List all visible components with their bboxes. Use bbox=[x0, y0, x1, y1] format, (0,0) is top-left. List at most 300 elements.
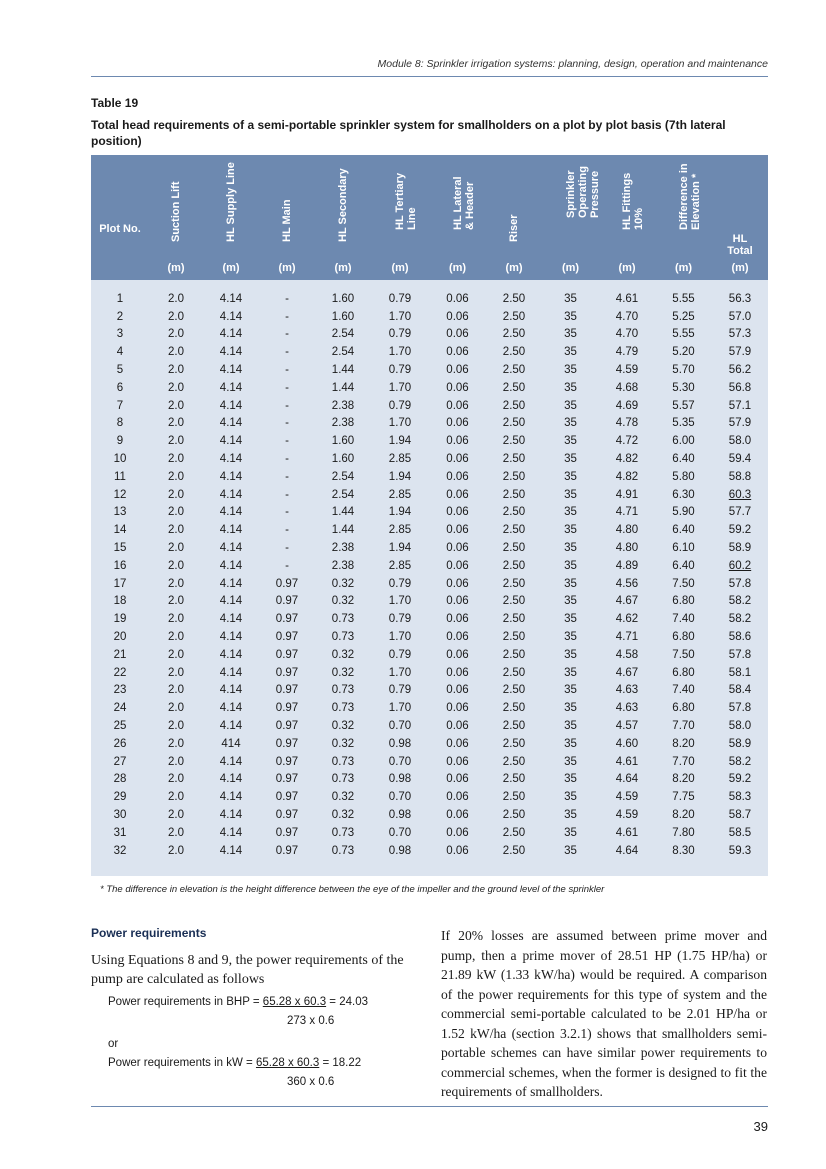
table-row bbox=[91, 575, 768, 593]
table-cell: 0.70 bbox=[388, 720, 412, 733]
table-cell: - bbox=[285, 453, 289, 466]
table-cell: 12 bbox=[113, 488, 127, 501]
table-cell: 0.79 bbox=[388, 613, 412, 626]
equation-kw bbox=[108, 1057, 361, 1069]
table-cell: 0.73 bbox=[331, 773, 355, 786]
table-cell: 6.30 bbox=[672, 488, 695, 501]
table-cell: 2.50 bbox=[502, 720, 526, 733]
table-row bbox=[91, 397, 768, 415]
table-cell: 2.0 bbox=[168, 542, 184, 555]
table-cell: 31 bbox=[113, 826, 127, 839]
table-cell: 57.3 bbox=[728, 328, 752, 341]
table-cell: 4.63 bbox=[615, 702, 639, 715]
table-cell: 18 bbox=[113, 595, 127, 608]
column-header-5 bbox=[371, 155, 429, 280]
column-header-label: Sprinkler Operating Pressure bbox=[564, 166, 601, 218]
table-cell: 4.62 bbox=[615, 613, 639, 626]
table-cell: - bbox=[285, 506, 289, 519]
column-header-label: Difference in Elevation * bbox=[677, 163, 702, 230]
table-cell: 2.54 bbox=[331, 328, 355, 341]
table-cell: 2.0 bbox=[168, 613, 184, 626]
table-cell: 0.06 bbox=[446, 826, 469, 839]
table-cell: 6.00 bbox=[672, 435, 695, 448]
table-cell: 0.79 bbox=[388, 684, 412, 697]
table-cell: 4.60 bbox=[615, 737, 639, 750]
table-cell: 4.80 bbox=[615, 524, 639, 537]
column-header-label: HL Main bbox=[281, 199, 293, 242]
table-cell: 4.61 bbox=[615, 755, 639, 768]
column-header-unit: (m) bbox=[561, 262, 580, 274]
column-header-label: Riser bbox=[508, 214, 520, 242]
table-row bbox=[91, 788, 768, 806]
table-cell: 2.50 bbox=[502, 666, 526, 679]
equation-kw-denominator: 360 x 0.6 bbox=[287, 1076, 335, 1088]
table-cell: 1.60 bbox=[331, 292, 355, 305]
table-cell: 2.0 bbox=[168, 631, 184, 644]
table-cell: 35 bbox=[564, 577, 577, 590]
table-cell: 4.59 bbox=[615, 809, 639, 821]
table-cell: 2.0 bbox=[168, 702, 184, 715]
table-cell: 4.14 bbox=[219, 684, 243, 697]
table-cell: 0.06 bbox=[446, 364, 469, 377]
table-cell: 58.9 bbox=[728, 542, 752, 555]
table-cell: 5.25 bbox=[672, 310, 695, 323]
table-cell: 0.70 bbox=[388, 826, 412, 839]
table-cell: 0.06 bbox=[446, 488, 469, 501]
table-cell: 4.14 bbox=[219, 648, 243, 661]
table-cell: 6.80 bbox=[672, 702, 695, 715]
table-cell: 29 bbox=[113, 791, 127, 804]
table-cell: 2.0 bbox=[168, 292, 184, 305]
table-cell: 0.97 bbox=[275, 631, 299, 644]
column-header-unit: (m) bbox=[334, 262, 352, 274]
table-cell: 35 bbox=[564, 417, 577, 430]
table-cell: 35 bbox=[564, 595, 577, 608]
table-cell: 23 bbox=[113, 684, 127, 697]
table-cell: 57.9 bbox=[728, 417, 752, 430]
table-cell: 2.0 bbox=[168, 684, 184, 697]
table-cell: 4.82 bbox=[615, 453, 639, 466]
column-header-label: Plot No. bbox=[99, 223, 141, 235]
table-row bbox=[91, 379, 768, 397]
table-row bbox=[91, 432, 768, 450]
section-heading: Power requirements bbox=[91, 926, 207, 940]
table-cell: 6.80 bbox=[672, 631, 695, 644]
table-row bbox=[91, 280, 768, 308]
table-cell: 30 bbox=[113, 809, 127, 821]
table-cell: 4.14 bbox=[219, 524, 243, 537]
table-cell: 2.50 bbox=[502, 755, 526, 768]
table-cell: 0.97 bbox=[275, 737, 299, 750]
table-cell: 4.14 bbox=[219, 417, 243, 430]
table-cell: - bbox=[285, 292, 289, 305]
table-cell: 7.40 bbox=[672, 613, 695, 626]
table-cell: 4.80 bbox=[615, 542, 639, 555]
table-cell: 6.40 bbox=[672, 453, 695, 466]
table-cell: 414 bbox=[221, 737, 241, 750]
table-cell: 4.14 bbox=[219, 755, 243, 768]
comparison-paragraph: If 20% losses are assumed between prime mover and pump, then a prime mover of 28.51 HP (1.75 HP/ha) or 21.89 kW (1.33 kW/ha) would be required. A comparison of the power requirements for this type of system and the commercial semi-portable calculated to be 2.01 HP/ha or 1.52 kW/ha (section 3.2.1) shows that smallholders semi-portable schemes can have similar power requirements to commercial schemes, when the former is designed to fit the requirements of smallholders. bbox=[441, 928, 767, 1099]
table-cell: 7.70 bbox=[672, 755, 695, 768]
table-cell: 1.94 bbox=[388, 435, 412, 448]
table-cell: 4.14 bbox=[219, 577, 243, 590]
table-row bbox=[91, 717, 768, 735]
table-cell: 0.97 bbox=[275, 684, 299, 697]
table-cell: 0.73 bbox=[331, 755, 355, 768]
table-cell: 4.14 bbox=[219, 666, 243, 679]
table-cell: 0.97 bbox=[275, 844, 299, 857]
table-row bbox=[91, 486, 768, 504]
table-cell: 1.60 bbox=[331, 435, 355, 448]
table-cell: 2.50 bbox=[502, 542, 526, 555]
table-cell: 59.4 bbox=[728, 453, 752, 466]
table-cell: 24 bbox=[113, 702, 127, 715]
table-cell: 2.0 bbox=[168, 524, 184, 537]
equation-bhp-prefix: Power requirements in BHP = bbox=[108, 996, 263, 1008]
table-cell: 1.70 bbox=[388, 346, 412, 359]
table-cell: 2.50 bbox=[502, 506, 526, 519]
table-row bbox=[91, 628, 768, 646]
table-cell: 35 bbox=[564, 791, 577, 804]
table-cell: 0.06 bbox=[446, 310, 469, 323]
column-header-unit: (m) bbox=[448, 262, 467, 274]
section-intro-paragraph: Using Equations 8 and 9, the power requirements of the pump are calculated as follows bbox=[91, 953, 404, 987]
table-cell: 0.32 bbox=[331, 809, 355, 821]
table-cell: 2.0 bbox=[168, 346, 184, 359]
table-footnote: * The difference in elevation is the height difference between the eye of the impeller and the ground level of the sprinkler bbox=[100, 884, 605, 895]
table-row bbox=[91, 664, 768, 682]
table-cell: 0.06 bbox=[446, 595, 469, 608]
table-cell: 2.0 bbox=[168, 506, 184, 519]
table-cell: 58.8 bbox=[728, 470, 752, 483]
table-cell: 5.70 bbox=[672, 364, 695, 377]
table-cell: 4.14 bbox=[219, 346, 243, 359]
table-cell: 2.50 bbox=[502, 631, 526, 644]
table-cell: - bbox=[285, 488, 289, 501]
table-cell: 35 bbox=[564, 488, 577, 501]
column-header-unit: (m) bbox=[505, 262, 523, 274]
table-cell: 35 bbox=[564, 292, 577, 305]
column-header-unit: (m) bbox=[618, 262, 636, 274]
table-cell: 19 bbox=[113, 613, 127, 626]
table-cell: 0.32 bbox=[331, 666, 355, 679]
table-cell: 4.14 bbox=[219, 631, 243, 644]
table-cell: 35 bbox=[564, 684, 577, 697]
table-cell: 1.70 bbox=[388, 381, 412, 394]
table-cell: 57.8 bbox=[728, 702, 752, 715]
table-cell: 20 bbox=[113, 631, 127, 644]
table-cell: 58.7 bbox=[728, 809, 752, 821]
table-cell: 35 bbox=[564, 435, 577, 448]
table-cell: - bbox=[285, 417, 289, 430]
table-cell: 4.64 bbox=[615, 844, 639, 857]
table-cell: 4.14 bbox=[219, 595, 243, 608]
table-header-row bbox=[91, 155, 768, 280]
table-cell: 4.14 bbox=[219, 791, 243, 804]
table-cell: 2.54 bbox=[331, 488, 355, 501]
table-cell: 0.70 bbox=[388, 755, 412, 768]
table-cell: 2.50 bbox=[502, 577, 526, 590]
table-row bbox=[91, 753, 768, 771]
page-number: 39 bbox=[753, 1119, 768, 1134]
table-cell: 0.97 bbox=[275, 666, 299, 679]
table-cell: 35 bbox=[564, 720, 577, 733]
table-cell: 56.8 bbox=[728, 381, 752, 394]
table-cell: 14 bbox=[113, 524, 127, 537]
column-header-unit: (m) bbox=[391, 262, 409, 274]
table-cell: 35 bbox=[564, 470, 577, 483]
table-row bbox=[91, 450, 768, 468]
table-cell: 1.60 bbox=[331, 453, 355, 466]
table-cell: 0.06 bbox=[446, 684, 469, 697]
column-header-label: HL Lateral & Header bbox=[451, 176, 476, 230]
table-cell: 11 bbox=[114, 470, 126, 483]
table-row bbox=[91, 539, 768, 557]
equation-bhp-denominator: 273 x 0.6 bbox=[287, 1015, 335, 1027]
table-cell: 2.50 bbox=[502, 364, 526, 377]
table-cell: 4.14 bbox=[219, 381, 243, 394]
table-cell: 4.14 bbox=[219, 809, 243, 821]
table-cell: 2.85 bbox=[388, 524, 412, 537]
table-cell: 0.06 bbox=[446, 577, 469, 590]
table-cell: 4.59 bbox=[615, 364, 639, 377]
table-cell: 0.06 bbox=[446, 773, 469, 786]
table-cell: 0.97 bbox=[275, 648, 299, 661]
table-cell: 2.50 bbox=[502, 435, 526, 448]
table-cell: 35 bbox=[564, 666, 577, 679]
table-cell: 2.50 bbox=[502, 559, 526, 572]
table-cell: 0.32 bbox=[331, 648, 355, 661]
table-cell: 5.90 bbox=[672, 506, 695, 519]
table-cell: 0.32 bbox=[331, 595, 355, 608]
table-cell: 1.60 bbox=[331, 310, 355, 323]
table-cell: 7 bbox=[116, 399, 124, 412]
table-cell: 2.50 bbox=[502, 399, 526, 412]
table-cell: 1.70 bbox=[388, 702, 412, 715]
table-cell: 2.50 bbox=[502, 453, 526, 466]
table-cell: 4.57 bbox=[615, 720, 639, 733]
table-cell: 2.50 bbox=[502, 470, 526, 483]
table-cell: 0.06 bbox=[446, 292, 469, 305]
table-cell: - bbox=[285, 524, 289, 537]
table-row bbox=[91, 326, 768, 344]
table-cell: 6.40 bbox=[672, 524, 695, 537]
table-cell: 2.50 bbox=[502, 310, 526, 323]
table-cell: 2.50 bbox=[502, 684, 526, 697]
table-cell: 9 bbox=[116, 435, 124, 448]
equation-bhp-numerator: 65.28 x 60.3 bbox=[262, 996, 327, 1008]
table-cell: 4.14 bbox=[219, 720, 243, 733]
column-header-9 bbox=[599, 155, 655, 280]
table-row bbox=[91, 593, 768, 611]
table-cell: 4.79 bbox=[615, 346, 639, 359]
table-cell: 2.38 bbox=[331, 417, 355, 430]
table-cell: 58.1 bbox=[728, 666, 752, 679]
table-cell: 0.06 bbox=[446, 328, 469, 341]
table-cell: 1.44 bbox=[331, 506, 355, 519]
table-cell: 4.14 bbox=[219, 364, 243, 377]
table-body bbox=[91, 280, 768, 860]
table-row bbox=[91, 824, 768, 842]
table-cell: 4.14 bbox=[219, 702, 243, 715]
table-cell: 8.20 bbox=[672, 773, 695, 786]
table-cell: 4.58 bbox=[615, 648, 639, 661]
table-cell: - bbox=[285, 399, 289, 412]
equation-or: or bbox=[108, 1038, 119, 1050]
table-row bbox=[91, 521, 768, 539]
table-cell: 0.06 bbox=[446, 720, 469, 733]
table-cell: 2.50 bbox=[502, 488, 526, 501]
table-cell: 2.38 bbox=[331, 542, 355, 555]
table-cell: 2.50 bbox=[502, 702, 526, 715]
table-cell: 0.79 bbox=[388, 364, 412, 377]
table-cell: 4.78 bbox=[615, 417, 639, 430]
table-cell: 2.50 bbox=[502, 844, 526, 857]
table-cell: 0.70 bbox=[388, 791, 412, 804]
equation-bhp-result: = 24.03 bbox=[326, 996, 368, 1008]
table-cell: 4.70 bbox=[615, 310, 639, 323]
table-cell: 4.69 bbox=[615, 399, 639, 412]
table-cell: 35 bbox=[564, 631, 577, 644]
table-cell: 58.2 bbox=[728, 755, 752, 768]
table-cell: 2.85 bbox=[388, 559, 412, 572]
table-cell: 2.50 bbox=[502, 292, 526, 305]
table-cell: 2.50 bbox=[502, 417, 526, 430]
table-cell: 0.97 bbox=[275, 826, 299, 839]
table-cell: 2.0 bbox=[168, 666, 184, 679]
table-cell: 6.80 bbox=[672, 666, 695, 679]
table-cell: 4.14 bbox=[219, 399, 243, 412]
table-cell: 35 bbox=[564, 702, 577, 715]
data-table-container bbox=[91, 155, 768, 876]
table-cell: 0.79 bbox=[388, 577, 412, 590]
table-cell: 0.73 bbox=[331, 844, 355, 857]
table-cell: 35 bbox=[564, 826, 577, 839]
table-cell: 28 bbox=[113, 773, 127, 786]
table-cell: 4.61 bbox=[615, 826, 639, 839]
column-header-11 bbox=[712, 155, 768, 280]
table-cell: 4.14 bbox=[219, 542, 243, 555]
table-cell: 4.63 bbox=[615, 684, 639, 697]
table-cell: 0.97 bbox=[275, 720, 299, 733]
table-cell: 2.38 bbox=[331, 559, 355, 572]
table-cell: 0.06 bbox=[446, 524, 469, 537]
table-cell: 35 bbox=[564, 613, 577, 626]
table-cell: 0.79 bbox=[388, 328, 412, 341]
table-cell: 58.4 bbox=[728, 684, 752, 697]
table-cell: 2.0 bbox=[168, 577, 184, 590]
table-cell: 7.50 bbox=[672, 648, 695, 661]
table-cell: 0.73 bbox=[331, 826, 355, 839]
table-cell: 35 bbox=[564, 453, 577, 466]
table-cell: 0.06 bbox=[446, 791, 469, 804]
table-cell: 0.97 bbox=[275, 577, 299, 590]
table-cell: 4.14 bbox=[219, 773, 243, 786]
table-cell: 4.71 bbox=[615, 506, 639, 519]
table-cell: 8.20 bbox=[672, 737, 695, 750]
table-row bbox=[91, 308, 768, 326]
table-cell: 0.06 bbox=[446, 559, 469, 572]
table-cell: 0.32 bbox=[331, 737, 355, 750]
table-cell: 58.3 bbox=[728, 791, 752, 804]
table-cell: 35 bbox=[564, 559, 577, 572]
table-cell: 2.0 bbox=[168, 381, 184, 394]
table-cell: 2.50 bbox=[502, 346, 526, 359]
data-table bbox=[91, 155, 768, 860]
table-row bbox=[91, 557, 768, 575]
table-cell: 2.0 bbox=[168, 844, 184, 857]
table-cell: 2.0 bbox=[168, 809, 184, 821]
table-cell: 35 bbox=[564, 844, 577, 857]
table-cell: 35 bbox=[564, 346, 577, 359]
table-cell: 8 bbox=[116, 417, 124, 430]
table-cell: 35 bbox=[564, 506, 577, 519]
column-header-label: HL Secondary bbox=[337, 168, 349, 242]
column-header-unit: (m) bbox=[674, 262, 693, 274]
table-cell: 2.0 bbox=[168, 310, 184, 323]
table-cell: 35 bbox=[564, 809, 577, 821]
table-cell: 21 bbox=[113, 648, 127, 661]
table-cell: 0.06 bbox=[446, 470, 469, 483]
table-row bbox=[91, 806, 768, 824]
table-cell: 0.06 bbox=[446, 648, 469, 661]
table-cell: 5.35 bbox=[672, 417, 695, 430]
table-row bbox=[91, 682, 768, 700]
table-cell: 2.85 bbox=[388, 453, 412, 466]
table-cell: 4.14 bbox=[219, 310, 243, 323]
table-cell: 58.0 bbox=[728, 720, 752, 733]
table-cell: 4.59 bbox=[615, 791, 639, 804]
table-cell: 0.06 bbox=[446, 844, 469, 857]
table-cell: 0.06 bbox=[446, 453, 469, 466]
table-cell: 1.94 bbox=[388, 470, 412, 483]
table-cell: 0.79 bbox=[388, 648, 412, 661]
equation-kw-prefix: Power requirements in kW = bbox=[108, 1057, 256, 1069]
table-cell: 1.94 bbox=[388, 542, 412, 555]
table-cell: 2.50 bbox=[502, 809, 526, 821]
table-cell: 0.06 bbox=[446, 435, 469, 448]
table-cell: 1.70 bbox=[388, 631, 412, 644]
table-cell: 2.85 bbox=[388, 488, 412, 501]
table-cell: 35 bbox=[564, 399, 577, 412]
column-header-10 bbox=[655, 155, 712, 280]
table-cell: 58.6 bbox=[728, 631, 752, 644]
table-row bbox=[91, 842, 768, 860]
table-cell: 57.8 bbox=[728, 577, 752, 590]
table-cell: 8.20 bbox=[672, 809, 695, 821]
table-cell: 2.50 bbox=[502, 595, 526, 608]
table-cell: 4.14 bbox=[219, 435, 243, 448]
table-number: Table 19 bbox=[91, 96, 139, 110]
table-cell: 56.2 bbox=[728, 364, 752, 377]
table-cell: 1.70 bbox=[388, 417, 412, 430]
table-cell: 2.50 bbox=[502, 381, 526, 394]
table-cell: 4.89 bbox=[615, 559, 639, 572]
table-row bbox=[91, 646, 768, 664]
table-cell: 0.73 bbox=[331, 613, 355, 626]
table-cell: 10 bbox=[113, 453, 127, 466]
table-cell: - bbox=[285, 346, 289, 359]
table-cell: 56.3 bbox=[728, 292, 752, 305]
table-cell: 2.0 bbox=[168, 453, 184, 466]
equation-kw-result: = 18.22 bbox=[319, 1057, 362, 1069]
table-cell: 4.14 bbox=[219, 488, 243, 501]
table-cell: - bbox=[285, 364, 289, 377]
table-cell: 1.70 bbox=[388, 595, 412, 608]
table-cell: 4.67 bbox=[615, 595, 639, 608]
table-cell: 59.2 bbox=[728, 773, 752, 786]
table-cell: - bbox=[285, 310, 289, 323]
